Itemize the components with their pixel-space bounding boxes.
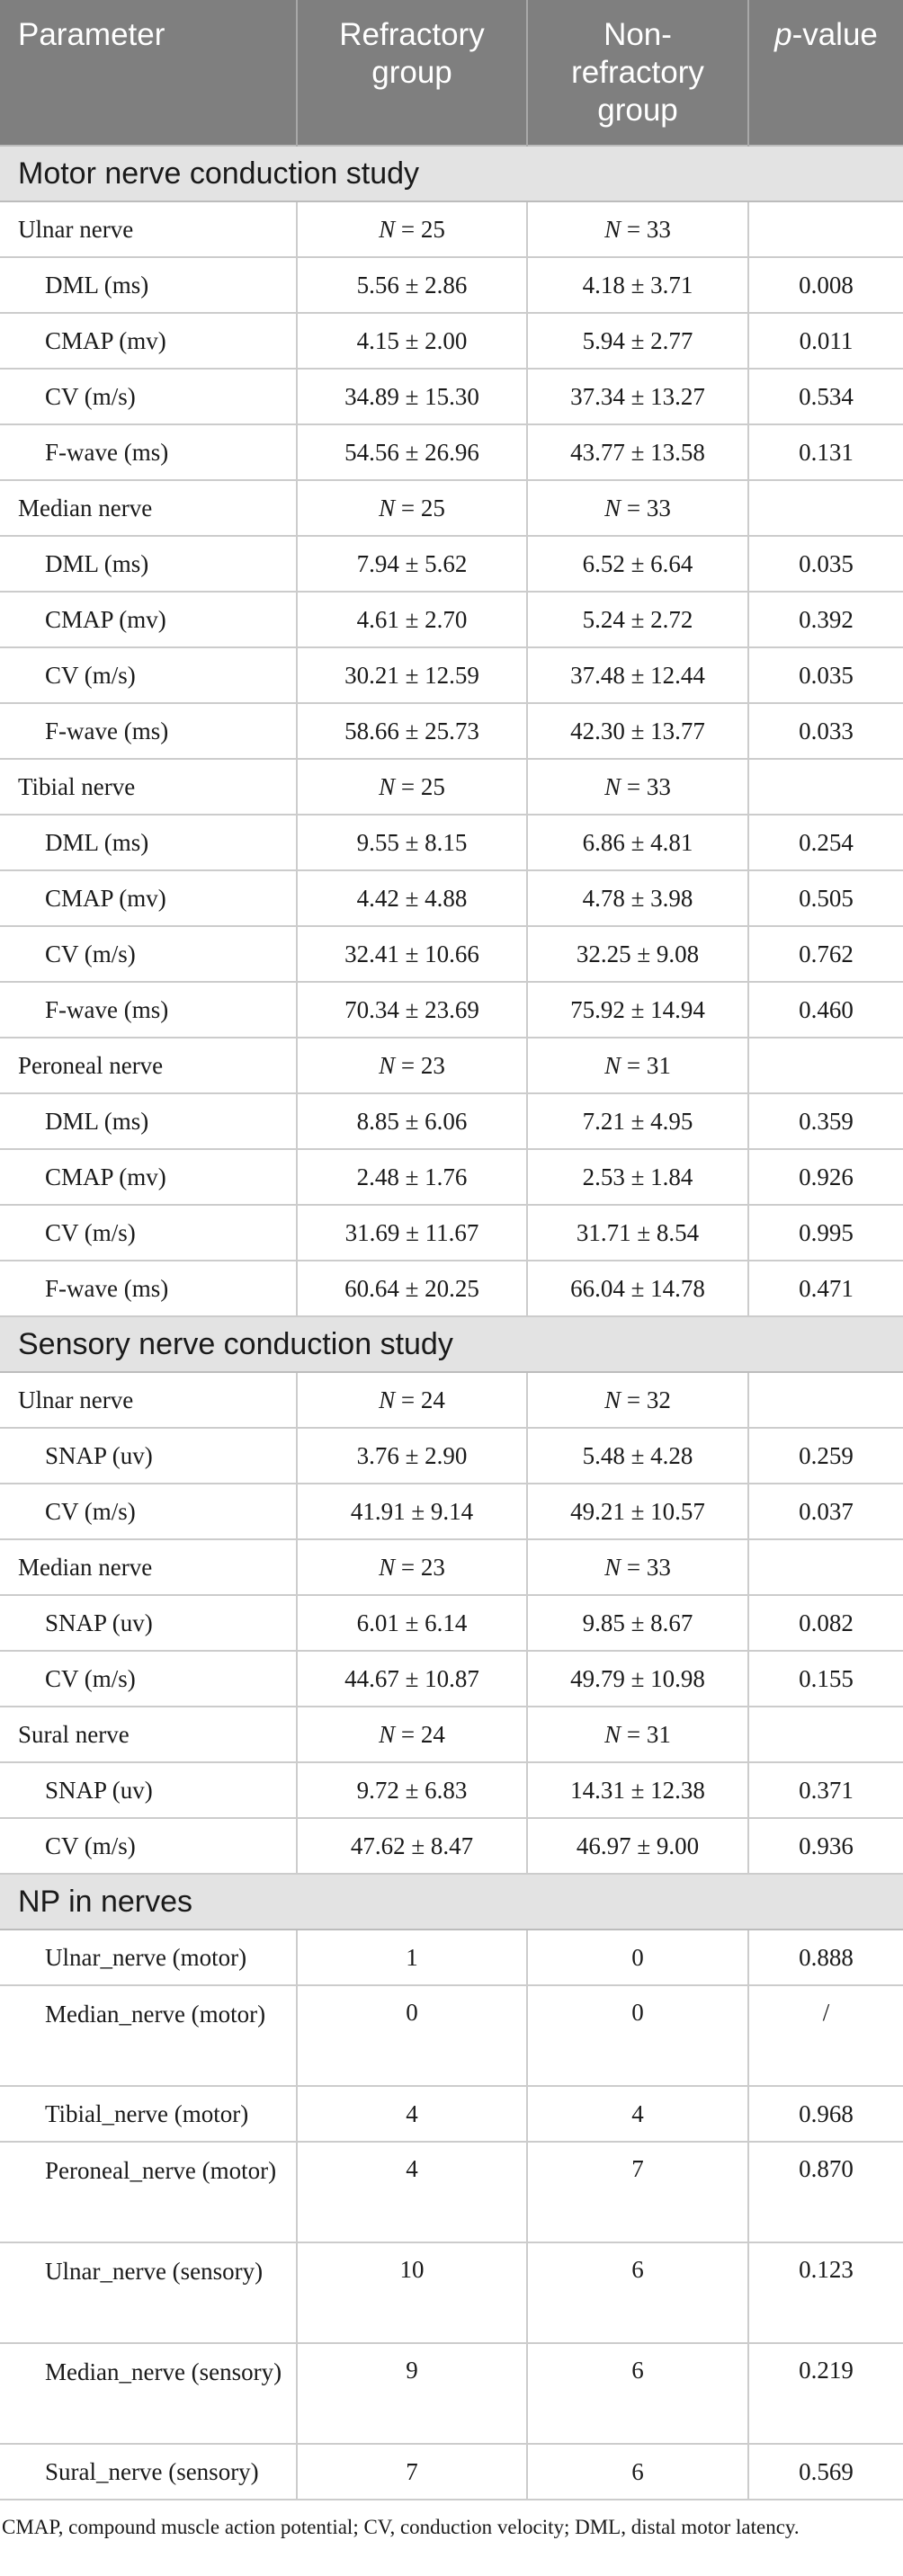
p-empty — [748, 201, 903, 257]
table-row: F-wave (ms) 60.64 ± 20.25 66.04 ± 14.78 0.471 — [0, 1261, 903, 1316]
table-row: CV (m/s) 41.91 ± 9.14 49.21 ± 10.57 0.037 — [0, 1484, 903, 1539]
table-row: CV (m/s) 47.62 ± 8.47 46.97 ± 9.00 0.936 — [0, 1818, 903, 1874]
p-empty — [748, 1707, 903, 1762]
n-nonrefractory: N = 33 — [527, 480, 748, 536]
table-row: CV (m/s) 30.21 ± 12.59 37.48 ± 12.44 0.035 — [0, 647, 903, 703]
table-row: DML (ms) 5.56 ± 2.86 4.18 ± 3.71 0.008 — [0, 257, 903, 313]
n-nonrefractory: N = 33 — [527, 759, 748, 815]
header-p-italic: p — [774, 17, 792, 52]
table-row: Peroneal_nerve (motor) 4 7 0.870 — [0, 2142, 903, 2242]
n-nonrefractory: N = 33 — [527, 1539, 748, 1595]
header-pvalue — [748, 0, 903, 146]
n-refractory: N = 23 — [297, 1038, 527, 1093]
group-row — [0, 201, 903, 257]
p-empty — [748, 1372, 903, 1428]
n-refractory: N = 25 — [297, 201, 527, 257]
table-row: Median_nerve (motor) 0 0 / — [0, 1985, 903, 2086]
p-empty — [748, 1539, 903, 1595]
table-row: DML (ms) 9.55 ± 8.15 6.86 ± 4.81 0.254 — [0, 815, 903, 870]
table-row: Median_nerve (sensory) 9 6 0.219 — [0, 2343, 903, 2444]
n-refractory: N = 24 — [297, 1707, 527, 1762]
section-header-sensory — [0, 1316, 903, 1372]
section-header-np — [0, 1874, 903, 1930]
table-row: CV (m/s) 31.69 ± 11.67 31.71 ± 8.54 0.995 — [0, 1205, 903, 1261]
section-title: NP in nerves — [0, 1874, 903, 1930]
header-p-suffix: -value — [791, 17, 878, 52]
group-row — [0, 759, 903, 815]
table-row: SNAP (uv) 9.72 ± 6.83 14.31 ± 12.38 0.371 — [0, 1762, 903, 1818]
table-row: CMAP (mv) 4.15 ± 2.00 5.94 ± 2.77 0.011 — [0, 313, 903, 369]
group-name: Tibial nerve — [0, 759, 297, 815]
group-row — [0, 1372, 903, 1428]
table-row: CV (m/s) 34.89 ± 15.30 37.34 ± 13.27 0.534 — [0, 369, 903, 424]
table-row: DML (ms) 7.94 ± 5.62 6.52 ± 6.64 0.035 — [0, 536, 903, 592]
p-empty — [748, 480, 903, 536]
section-title: Motor nerve conduction study — [0, 146, 903, 201]
table-row: F-wave (ms) 58.66 ± 25.73 42.30 ± 13.77 0.033 — [0, 703, 903, 759]
group-name: Median nerve — [0, 480, 297, 536]
table-footnote: CMAP, compound muscle action potential; CV, conduction velocity; DML, distal motor latency. — [2, 2516, 800, 2538]
n-nonrefractory: N = 31 — [527, 1707, 748, 1762]
group-row — [0, 1539, 903, 1595]
table-row: Tibial_nerve (motor) 4 4 0.968 — [0, 2086, 903, 2142]
n-refractory: N = 25 — [297, 759, 527, 815]
p-empty — [748, 1038, 903, 1093]
header-parameter: Parameter — [18, 17, 165, 52]
n-refractory: N = 23 — [297, 1539, 527, 1595]
group-name: Ulnar nerve — [0, 201, 297, 257]
table-row: SNAP (uv) 6.01 ± 6.14 9.85 ± 8.67 0.082 — [0, 1595, 903, 1651]
table-row: Ulnar_nerve (sensory) 10 6 0.123 — [0, 2242, 903, 2343]
n-nonrefractory: N = 32 — [527, 1372, 748, 1428]
table-row: F-wave (ms) 54.56 ± 26.96 43.77 ± 13.58 0.131 — [0, 424, 903, 480]
table-row: CV (m/s) 32.41 ± 10.66 32.25 ± 9.08 0.762 — [0, 926, 903, 982]
n-nonrefractory: N = 33 — [527, 201, 748, 257]
group-name: Ulnar nerve — [0, 1372, 297, 1428]
section-title: Sensory nerve conduction study — [0, 1316, 903, 1372]
group-row — [0, 1707, 903, 1762]
group-name: Peroneal nerve — [0, 1038, 297, 1093]
table-row: CV (m/s) 44.67 ± 10.87 49.79 ± 10.98 0.155 — [0, 1651, 903, 1707]
table-row: Sural_nerve (sensory) 7 6 0.569 — [0, 2444, 903, 2500]
n-refractory: N = 24 — [297, 1372, 527, 1428]
table-row: F-wave (ms) 70.34 ± 23.69 75.92 ± 14.94 0.460 — [0, 982, 903, 1038]
table-header-row — [0, 0, 903, 146]
n-refractory: N = 25 — [297, 480, 527, 536]
header-refractory: Refractory group — [297, 0, 527, 146]
table-row: CMAP (mv) 2.48 ± 1.76 2.53 ± 1.84 0.926 — [0, 1149, 903, 1205]
table-row: Ulnar_nerve (motor) 1 0 0.888 — [0, 1930, 903, 1985]
section-header-motor — [0, 146, 903, 201]
n-nonrefractory: N = 31 — [527, 1038, 748, 1093]
header-nonrefractory: Non-refractory group — [527, 0, 748, 146]
group-row — [0, 480, 903, 536]
table-row: CMAP (mv) 4.42 ± 4.88 4.78 ± 3.98 0.505 — [0, 870, 903, 926]
table-row: CMAP (mv) 4.61 ± 2.70 5.24 ± 2.72 0.392 — [0, 592, 903, 647]
table-row: DML (ms) 8.85 ± 6.06 7.21 ± 4.95 0.359 — [0, 1093, 903, 1149]
group-name: Median nerve — [0, 1539, 297, 1595]
group-row — [0, 1038, 903, 1093]
p-empty — [748, 759, 903, 815]
group-name: Sural nerve — [0, 1707, 297, 1762]
table-row: SNAP (uv) 3.76 ± 2.90 5.48 ± 4.28 0.259 — [0, 1428, 903, 1484]
